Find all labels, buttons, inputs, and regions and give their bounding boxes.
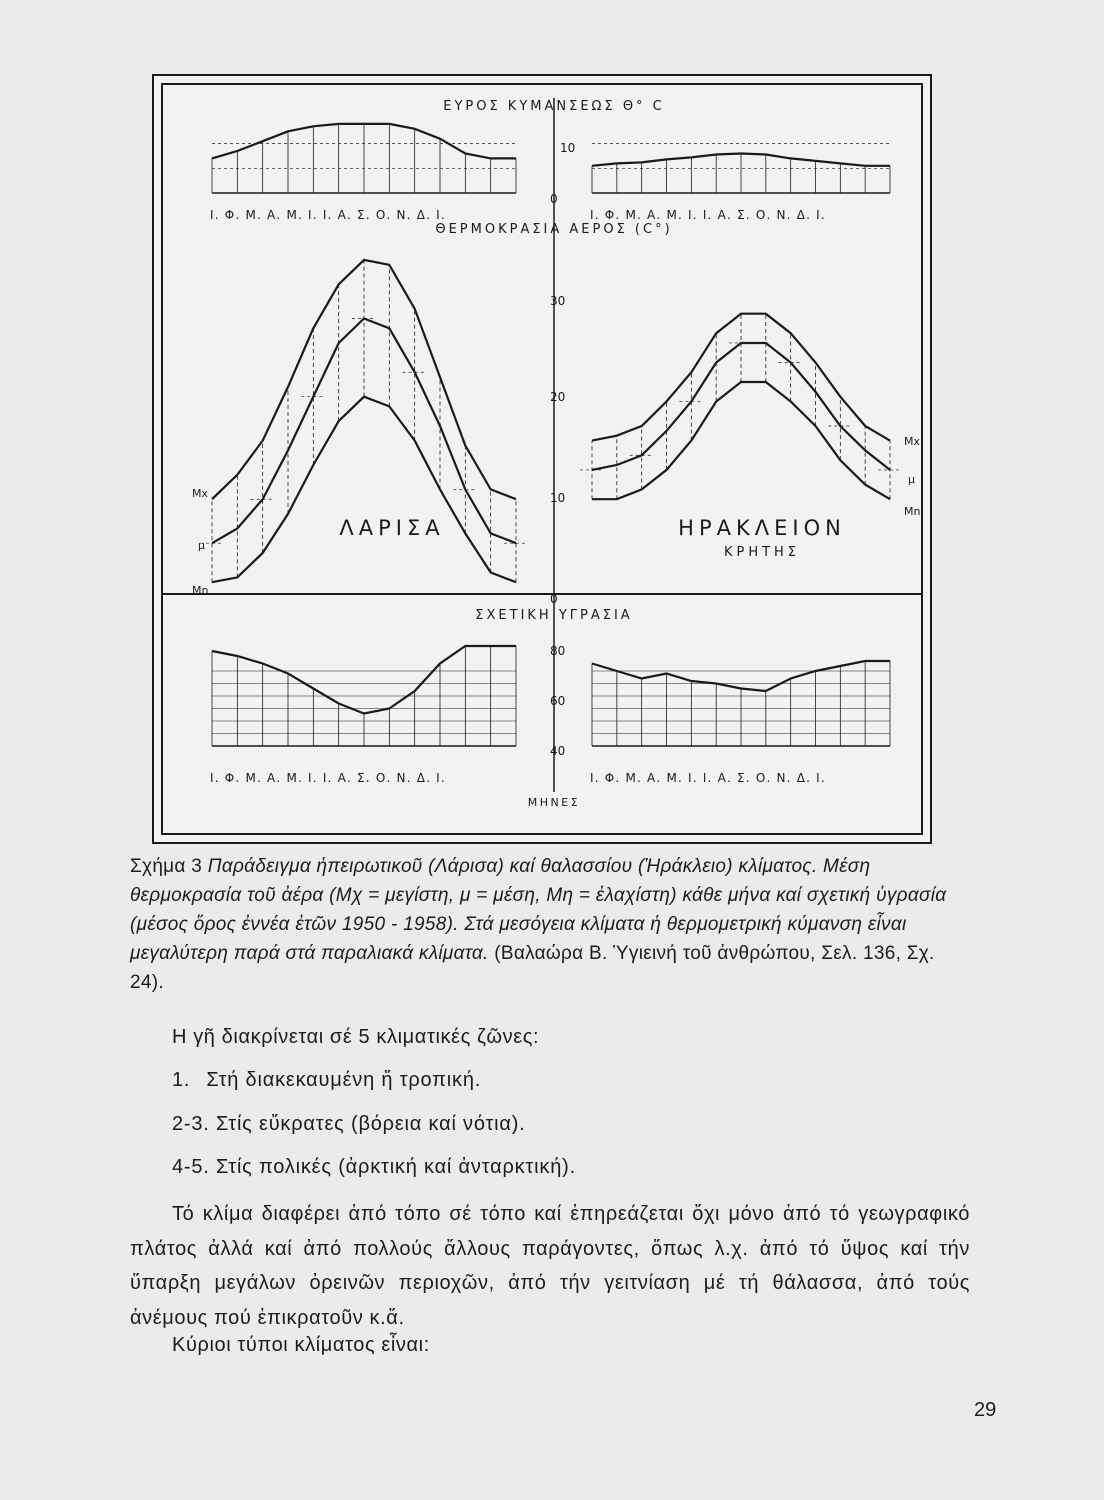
right-max-label: Mx [904, 435, 921, 448]
right-station-subtitle: ΚΡΗΤΗΣ [723, 545, 801, 560]
left-humidity-months: Ι. Φ. Μ. Α. Μ. Ι. Ι. Α. Σ. Ο. Ν. Δ. Ι. [210, 771, 446, 785]
humidity-section-title: ΣΧΕΤΙΚΗ ΥΓΡΑΣΙΑ [475, 608, 633, 623]
paragraph-text: Τό κλίμα διαφέρει ἀπό τόπο σέ τόπο καί ἐπηρεάζεται ὄχι μόνο ἀπό τό γεωγραφικό πλάτος ἀλλά καί ἀπό πολλούς ἄλλους παράγοντες, ὅπως λ.χ. ἀπό τό ὕψος καί τήν ὕπαρξη μεγάλων ὀρεινῶν περιοχῶν, ἀπό τήν γειτνίαση μέ τή θάλασσα, ἀπό τούς ἀνέμους πού ἐπικρατοῦν κ.ἄ. [130, 1203, 970, 1329]
right-min-label: Mn [904, 505, 921, 518]
range-section-title: ΕΥΡΟΣ ΚΥΜΑΝΣΕΩΣ Θ° C [443, 99, 665, 114]
right-station-name: ΗΡΑΚΛΕΙΟΝ [678, 516, 846, 540]
tick-humidity-80: 80 [550, 644, 566, 658]
left-min-label: Mn [192, 584, 209, 597]
figure-caption [130, 852, 950, 997]
left-mean-label: μ [198, 539, 205, 552]
tick-range-0: 0 [550, 192, 558, 206]
zone-item-1 [172, 1069, 481, 1092]
right-range-months: Ι. Φ. Μ. Α. Μ. Ι. Ι. Α. Σ. Ο. Ν. Δ. Ι. [590, 208, 826, 222]
page-number: 29 [974, 1399, 997, 1421]
tick-temp-10: 10 [550, 491, 566, 505]
right-mean-label: μ [908, 473, 915, 486]
caption-label: Σχήμα 3 [130, 856, 203, 877]
caption-source: (Βαλαώρα Β. Ὑγιεινή τοῦ ἀνθρώπου, Σελ. 136, Σχ. 24). [130, 943, 935, 993]
zone-number: 2-3. [172, 1113, 210, 1135]
zone-text: Στίς εὔκρατες (βόρεια καί νότια). [216, 1113, 526, 1135]
zones-intro: Η γῆ διακρίνεται σέ 5 κλιματικές ζῶνες: [172, 1026, 540, 1048]
figure-outer-frame [153, 75, 931, 843]
zone-item-3 [172, 1156, 576, 1179]
tick-range-10: 10 [560, 141, 576, 155]
tick-humidity-40: 40 [550, 744, 566, 758]
left-max-label: Mx [192, 487, 209, 500]
zone-text: Στή διακεκαυμένη ἤ τροπική. [206, 1069, 482, 1091]
left-station-name: ΛΑΡΙΣΑ [339, 516, 445, 540]
tick-temp-20: 20 [550, 390, 566, 404]
temperature-section-title: ΘΕΡΜΟΚΡΑΣΙΑ ΑΕΡΟΣ (C°) [435, 222, 673, 237]
tick-temp-30: 30 [550, 294, 566, 308]
tick-humidity-60: 60 [550, 694, 566, 708]
climate-types-intro: Κύριοι τύποι κλίματος εἶναι: [172, 1334, 430, 1356]
left-range-months: Ι. Φ. Μ. Α. Μ. Ι. Ι. Α. Σ. Ο. Ν. Δ. Ι. [210, 208, 446, 222]
right-humidity-months: Ι. Φ. Μ. Α. Μ. Ι. Ι. Α. Σ. Ο. Ν. Δ. Ι. [590, 771, 826, 785]
caption-text: Παράδειγμα ἠπειρωτικοῦ (Λάρισα) καί θαλασσίου (Ἡράκλειο) κλίματος. Μέση θερμοκρασία τοῦ ἀέρα (Mχ = μεγίστη, μ = μέση, Mη = ἐλαχίστη) κάθε μήνα καί σχετική ὑγρασία (μέσος ὅρος ἐννέα ἐτῶν 1950 - 1958). Στά μεσόγεια κλίματα ἡ θερμομετρική κύμανση εἶναι μεγαλύτερη παρά στά παραλιακά κλίματα. [130, 856, 947, 964]
zone-text: Στίς πολικές (ἀρκτική καί ἀνταρκτική). [216, 1156, 576, 1178]
climate-figure [152, 74, 932, 844]
zone-item-2 [172, 1113, 526, 1136]
zone-number: 1. [172, 1069, 191, 1091]
body-paragraph [130, 1197, 970, 1335]
zone-number: 4-5. [172, 1156, 210, 1178]
tick-temp-0: 0 [550, 592, 558, 606]
months-axis-label: ΜΗΝΕΣ [527, 796, 581, 809]
